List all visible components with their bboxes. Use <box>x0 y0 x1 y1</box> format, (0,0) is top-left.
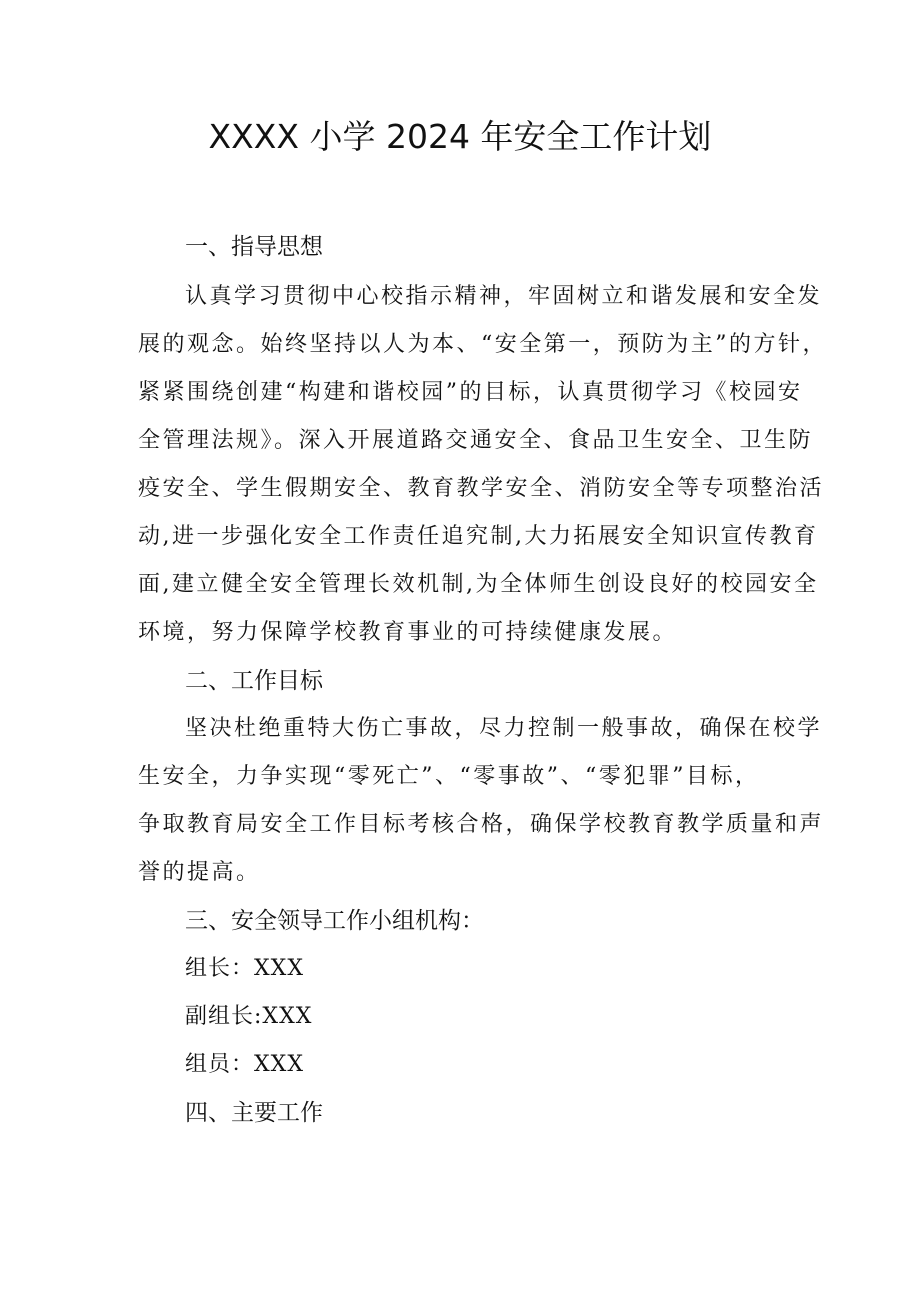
paragraph-line: 紧紧围绕创建“构建和谐校园”的目标，认真贯彻学习《校园安 <box>138 380 803 405</box>
deputy-group-leader: 副组长:XXX <box>185 1004 313 1029</box>
paragraph-line: 环境，努力保障学校教育事业的可持续健康发展。 <box>138 620 678 645</box>
paragraph-line: 誉的提高。 <box>138 860 261 885</box>
paragraph-line: 生安全，力争实现“零死亡”、“零事故”、“零犯罪”目标， <box>138 764 760 789</box>
paragraph-line: 认真学习贯彻中心校指示精神，牢固树立和谐发展和安全发 <box>185 284 823 309</box>
paragraph-line: 全管理法规》。深入开展道路交通安全、食品卫生安全、卫生防 <box>138 428 814 453</box>
section-heading-work-goals: 二、工作目标 <box>185 668 323 694</box>
paragraph-line: 争取教育局安全工作目标考核合格，确保学校教育教学质量和声 <box>138 812 825 837</box>
group-members: 组员：XXX <box>185 1052 304 1077</box>
section-heading-leadership-group: 三、安全领导工作小组机构： <box>185 908 484 934</box>
paragraph-line: 疫安全、学生假期安全、教育教学安全、消防安全等专项整治活 <box>138 476 825 501</box>
paragraph-line: 展的观念。始终坚持以人为本、“安全第一，预防为主”的方针， <box>138 332 827 357</box>
paragraph-line: 坚决杜绝重特大伤亡事故，尽力控制一般事故，确保在校学 <box>185 716 823 741</box>
document-title: XXXX 小学 2024 年安全工作计划 <box>208 117 712 156</box>
paragraph-line: 动,进一步强化安全工作责任追究制,大力拓展安全知识宣传教育 <box>138 524 819 549</box>
group-leader: 组长：XXX <box>185 956 304 981</box>
section-heading-main-work: 四、主要工作 <box>185 1100 323 1126</box>
section-heading-guiding-ideology: 一、指导思想 <box>185 234 323 260</box>
paragraph-line: 面,建立健全安全管理长效机制,为全体师生创设良好的校园安全 <box>138 572 819 597</box>
